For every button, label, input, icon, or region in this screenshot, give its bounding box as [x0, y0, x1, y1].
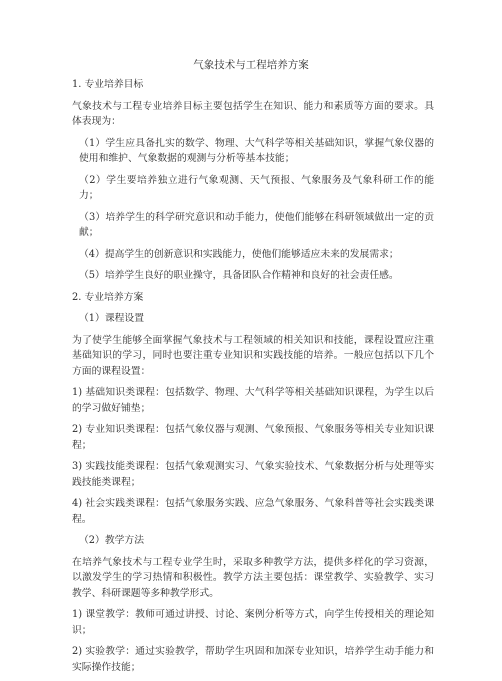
- course-item-3: 3) 实践技能类课程：包括气象观测实习、气象实验技术、气象数据分析与处理等实践技能类课程；: [72, 461, 434, 488]
- subsection-curriculum-heading: （1）课程设置: [79, 313, 145, 324]
- section-1-heading: 1. 专业培养目标: [72, 79, 144, 90]
- goal-item-1: （1）学生应具备扎实的数学、物理、大气科学等相关基础知识，掌握气象仪器的使用和维护、气象数据的观测与分析等基本技能；: [79, 137, 434, 164]
- method-item-2: 2) 实验教学：通过实验教学，帮助学生巩固和加深专业知识，培养学生动手能力和实际操作技能；: [72, 646, 434, 673]
- goal-item-3: （3）培养学生的科学研究意识和动手能力，使他们能够在科研领域做出一定的贡献；: [79, 211, 434, 238]
- document-body: [72, 77, 434, 681]
- course-item-2: 2) 专业知识类课程：包括气象仪器与观测、气象预报、气象服务等相关专业知识课程；: [72, 424, 434, 451]
- curriculum-paragraph: 为了使学生能够全面掌握气象技术与工程领域的相关知识和技能，课程设置应注重基础知识的学习，同时也要注重专业知识和实践技能的培养。一般应包括以下几个方面的课程设置：: [72, 334, 434, 377]
- goal-item-2: （2）学生要培养独立进行气象观测、天气预报、气象服务及气象科研工作的能力；: [79, 174, 434, 201]
- course-item-4: 4) 社会实践类课程：包括气象服务实践、应急气象服务、气象科普等社会实践类课程。: [72, 498, 434, 525]
- teaching-paragraph: 在培养气象技术与工程专业学生时，采取多种教学方法，提供多样化的学习资源，以激发学生的学习热情和积极性。教学方法主要包括：课堂教学、实验教学、实习教学、科研课题等多种教学形式。: [72, 556, 434, 599]
- subsection-teaching-heading: （2）教学方法: [79, 535, 145, 546]
- goal-item-4: （4）提高学生的创新意识和实践能力，使他们能够适应未来的发展需求；: [79, 248, 399, 260]
- document-title: 气象技术与工程培养方案: [193, 59, 309, 71]
- method-item-1: 1) 课堂教学：教师可通过讲授、讨论、案例分析等方式，向学生传授相关的理论知识；: [72, 609, 434, 636]
- section-1-intro: 气象技术与工程专业培养目标主要包括学生在知识、能力和素质等方面的要求。具体表现为：: [72, 100, 434, 127]
- goal-item-5: （5）培养学生良好的职业操守，具备团队合作精神和良好的社会责任感。: [79, 270, 399, 281]
- course-item-1: 1) 基础知识类课程：包括数学、物理、大气科学等相关基础知识课程，为学生以后的学习做好铺垫；: [72, 387, 434, 414]
- section-2-heading: 2. 专业培养方案: [72, 291, 144, 303]
